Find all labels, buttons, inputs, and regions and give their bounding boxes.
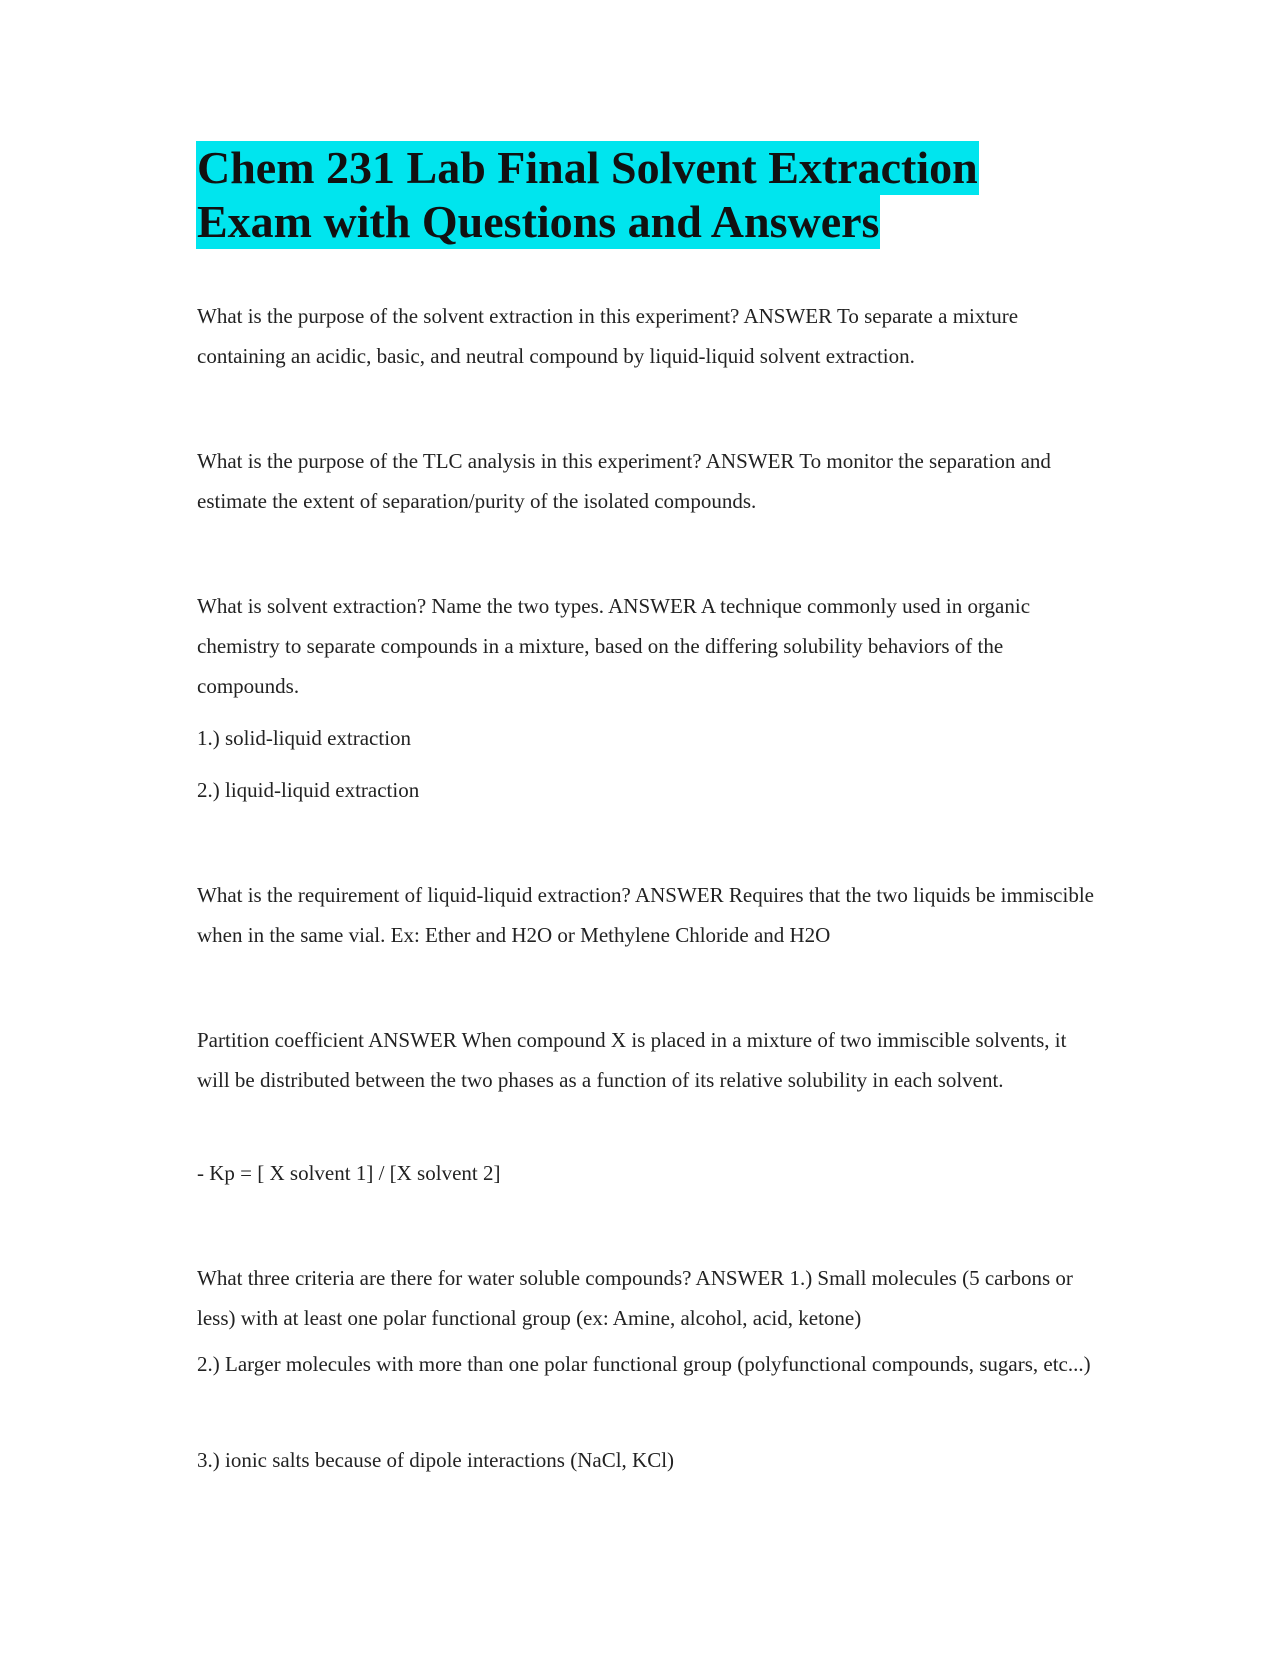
list-item: 1.) solid-liquid extraction (197, 726, 412, 750)
list-item: 2.) Larger molecules with more than one polar functional group (polyfunctional compounds, sugars, etc...) (197, 1352, 1091, 1376)
qa-water-soluble-criteria (197, 1258, 1097, 1338)
list-item: 2.) liquid-liquid extraction (197, 778, 420, 802)
document-title (196, 141, 979, 249)
formula-item: - Kp = [ X solvent 1] / [X solvent 2] (197, 1161, 501, 1185)
qa-text: What is the purpose of the solvent extraction in this experiment? ANSWER To separate a mixture containing an acidic, basic, and neutral compound by liquid-liquid solvent extraction. (197, 304, 1019, 368)
qa-purpose-solvent-extraction (197, 296, 1097, 376)
title-line-2: Exam with Questions and Answers (197, 196, 880, 247)
qa-solvent-extraction-types (197, 586, 1097, 706)
qa-text: What is the purpose of the TLC analysis in this experiment? ANSWER To monitor the separation and estimate the extent of separation/purity of the isolated compounds. (197, 449, 1051, 513)
qa-purpose-tlc (197, 441, 1097, 521)
qa-liquid-liquid-requirement (197, 875, 1097, 955)
qa-text: What is solvent extraction? Name the two types. ANSWER A technique commonly used in organic chemistry to separate compounds in a mixture, based on the differing solubility behaviors of the compounds. (197, 594, 1031, 698)
qa-text: Partition coefficient ANSWER When compound X is placed in a mixture of two immiscible solvents, it will be distributed between the two phases as a function of its relative solubility in each solvent. (197, 1028, 1067, 1092)
qa-text: What three criteria are there for water soluble compounds? ANSWER 1.) Small molecules (5 carbons or less) with at least one polar functional group (ex: Amine, alcohol, acid, ketone) (197, 1266, 1073, 1330)
list-item: 3.) ionic salts because of dipole interactions (NaCl, KCl) (197, 1448, 675, 1472)
qa-partition-coefficient (197, 1020, 1097, 1100)
qa-text: What is the requirement of liquid-liquid extraction? ANSWER Requires that the two liquids be immiscible when in the same vial. Ex: Ether and H2O or Methylene Chloride and H2O (197, 883, 1094, 947)
title-line-1: Chem 231 Lab Final Solvent Extraction (197, 142, 978, 193)
list-item-block (197, 1344, 1097, 1384)
